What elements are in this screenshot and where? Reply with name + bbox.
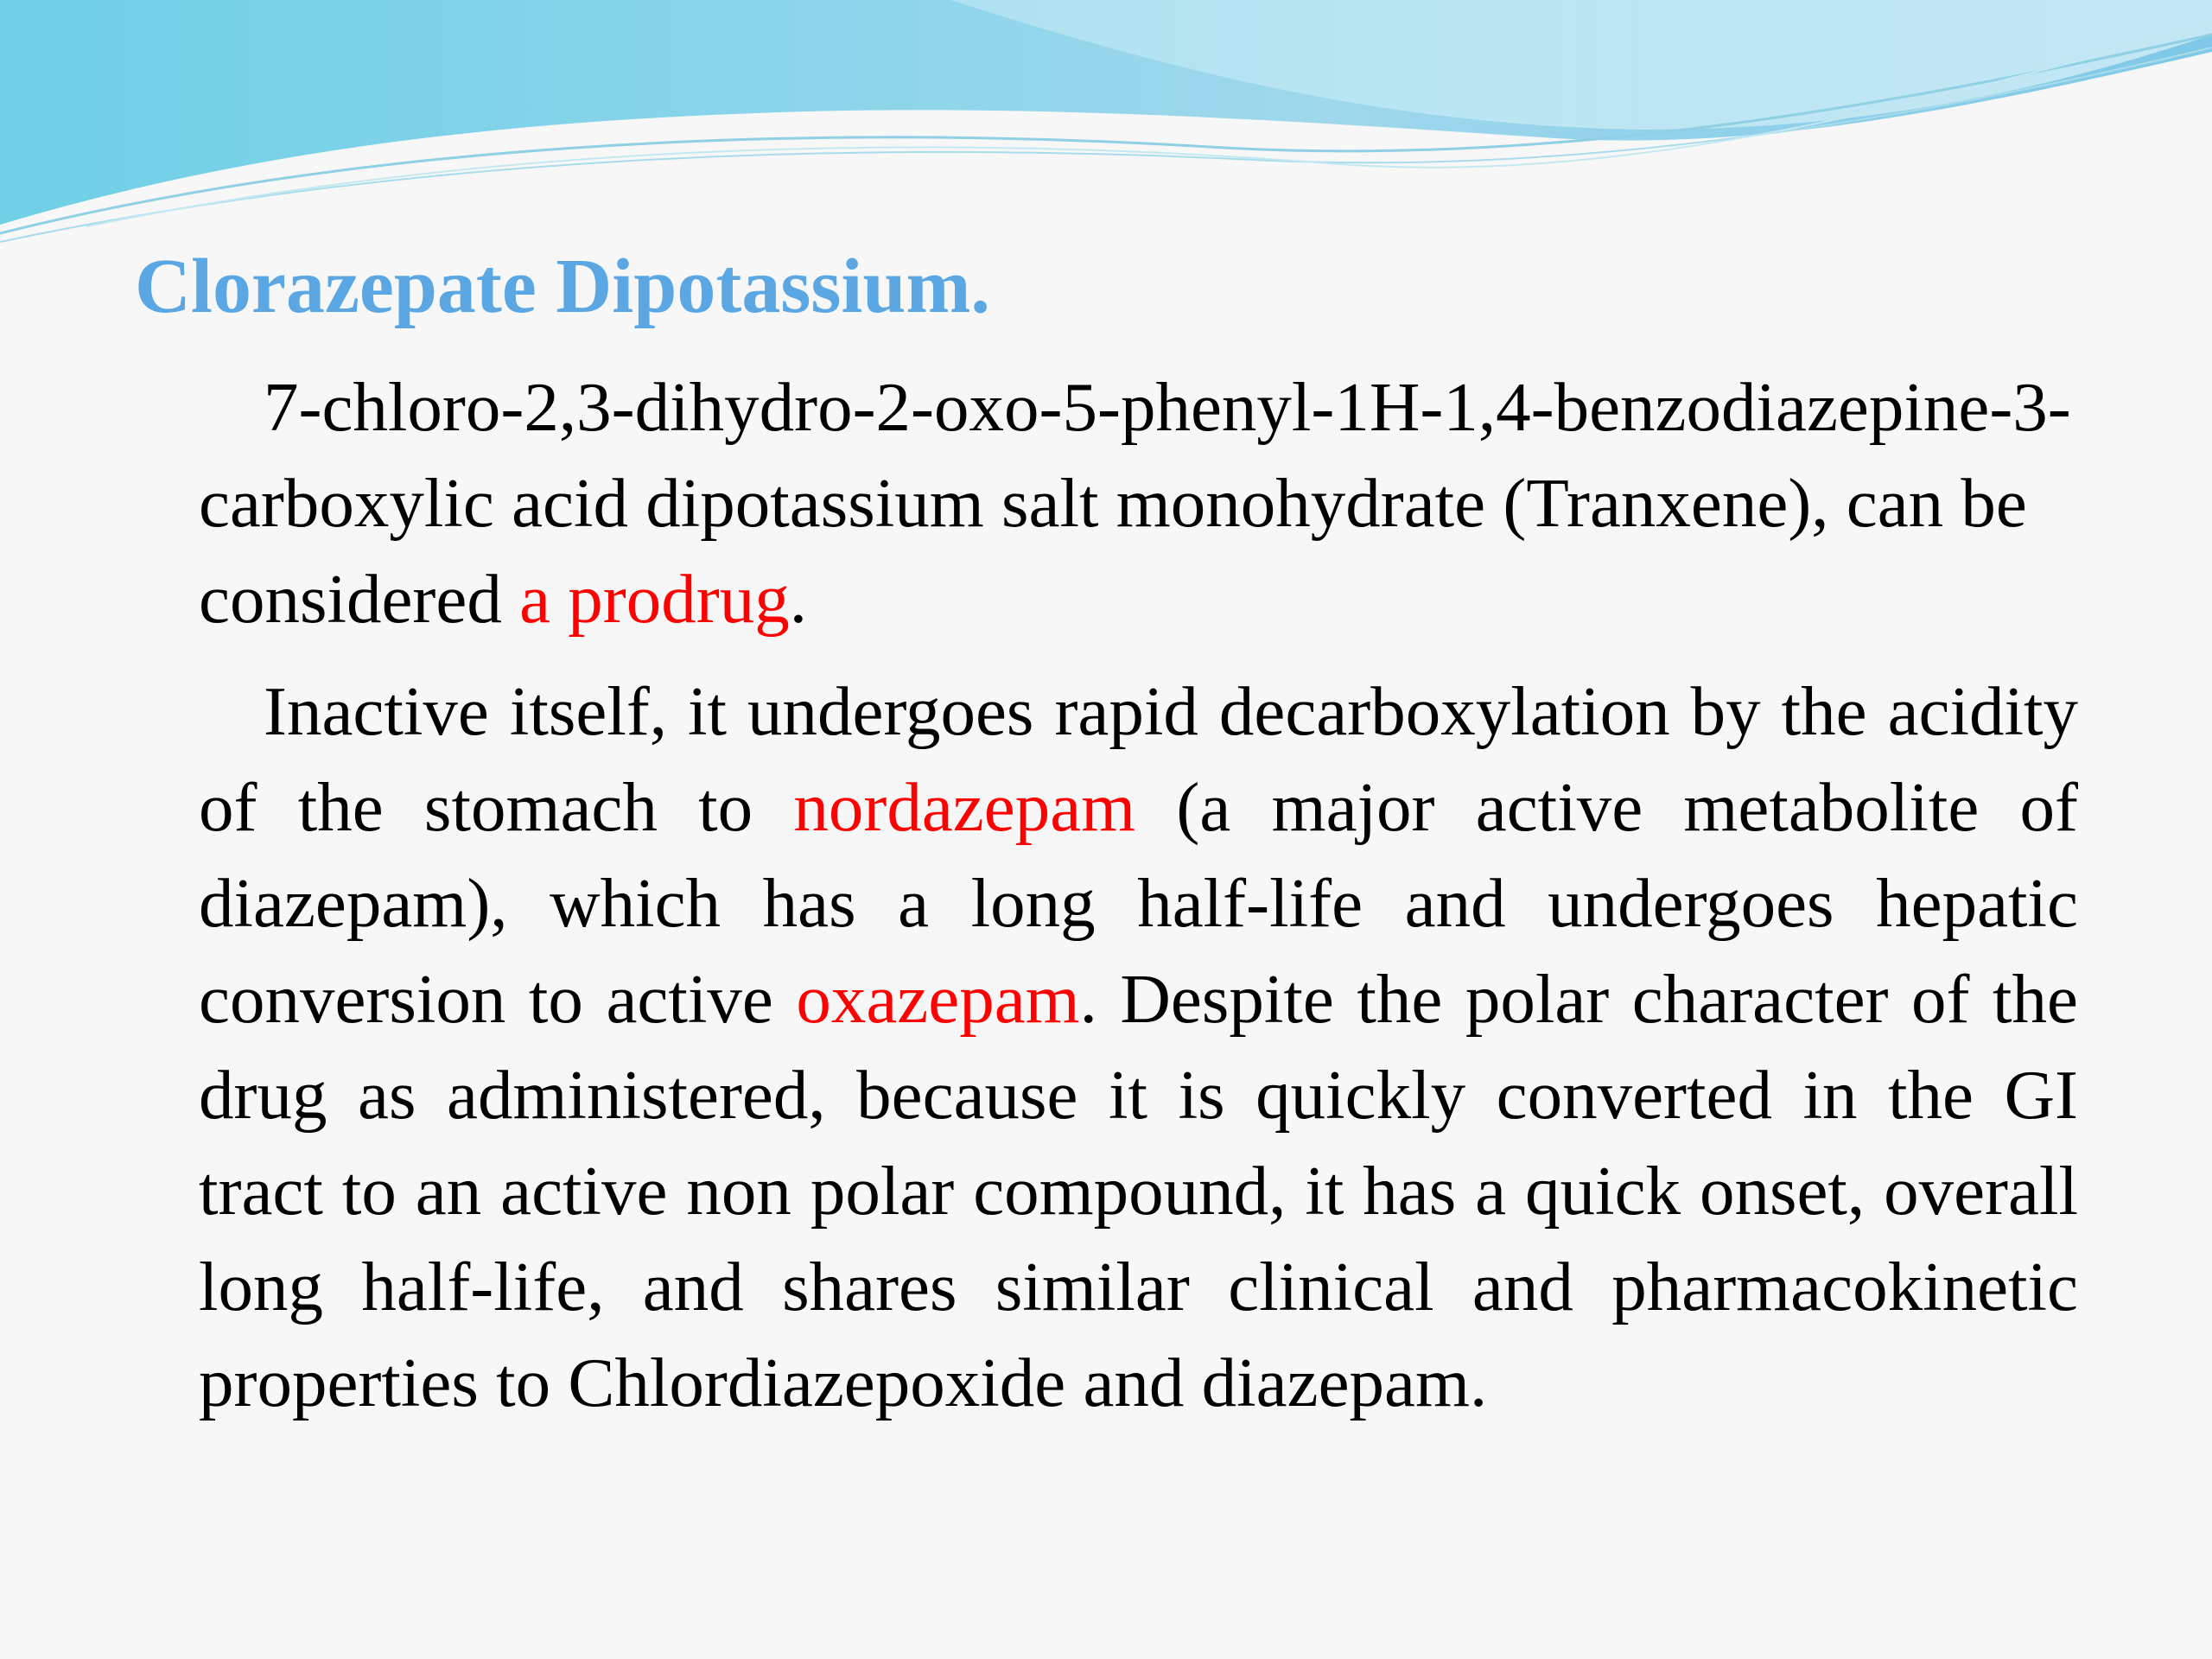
slide-title: Clorazepate Dipotassium. [135, 244, 990, 329]
paragraph2-text-1: Inactive itself, it undergoes rapid decarboxylation by the acidity of the stomach to [199, 672, 2078, 846]
paragraph1-end: . [789, 560, 808, 638]
paragraph2-text-3: . Despite the polar character of the drug as administered, because it is quickly converted in the GI tract to an active non polar compound, it has a quick onset, overall long half-life, and shares similar clinical and pharmacokinetic properties to Chlordiazepoxide and diazepam. [199, 960, 2078, 1421]
highlight-prodrug: a prodrug [519, 560, 790, 638]
header-wave-decoration [0, 0, 2212, 259]
paragraph-chemical-name [199, 359, 2078, 647]
highlight-oxazepam: oxazepam [796, 960, 1080, 1038]
highlight-nordazepam: nordazepam [793, 768, 1136, 846]
paragraph2-text-2: (a major active metabolite of diazepam), which has a long half-life and undergoes hepatic conversion to active [199, 768, 2078, 1038]
paragraph1-text: 7-chloro-2,3-dihydro-2-oxo-5-phenyl-1H-1,4-benzodiazepine-3-carboxylic acid dipotassium salt monohydrate (Tranxene), can be considered [199, 368, 2071, 638]
paragraph-mechanism [199, 664, 2078, 1431]
